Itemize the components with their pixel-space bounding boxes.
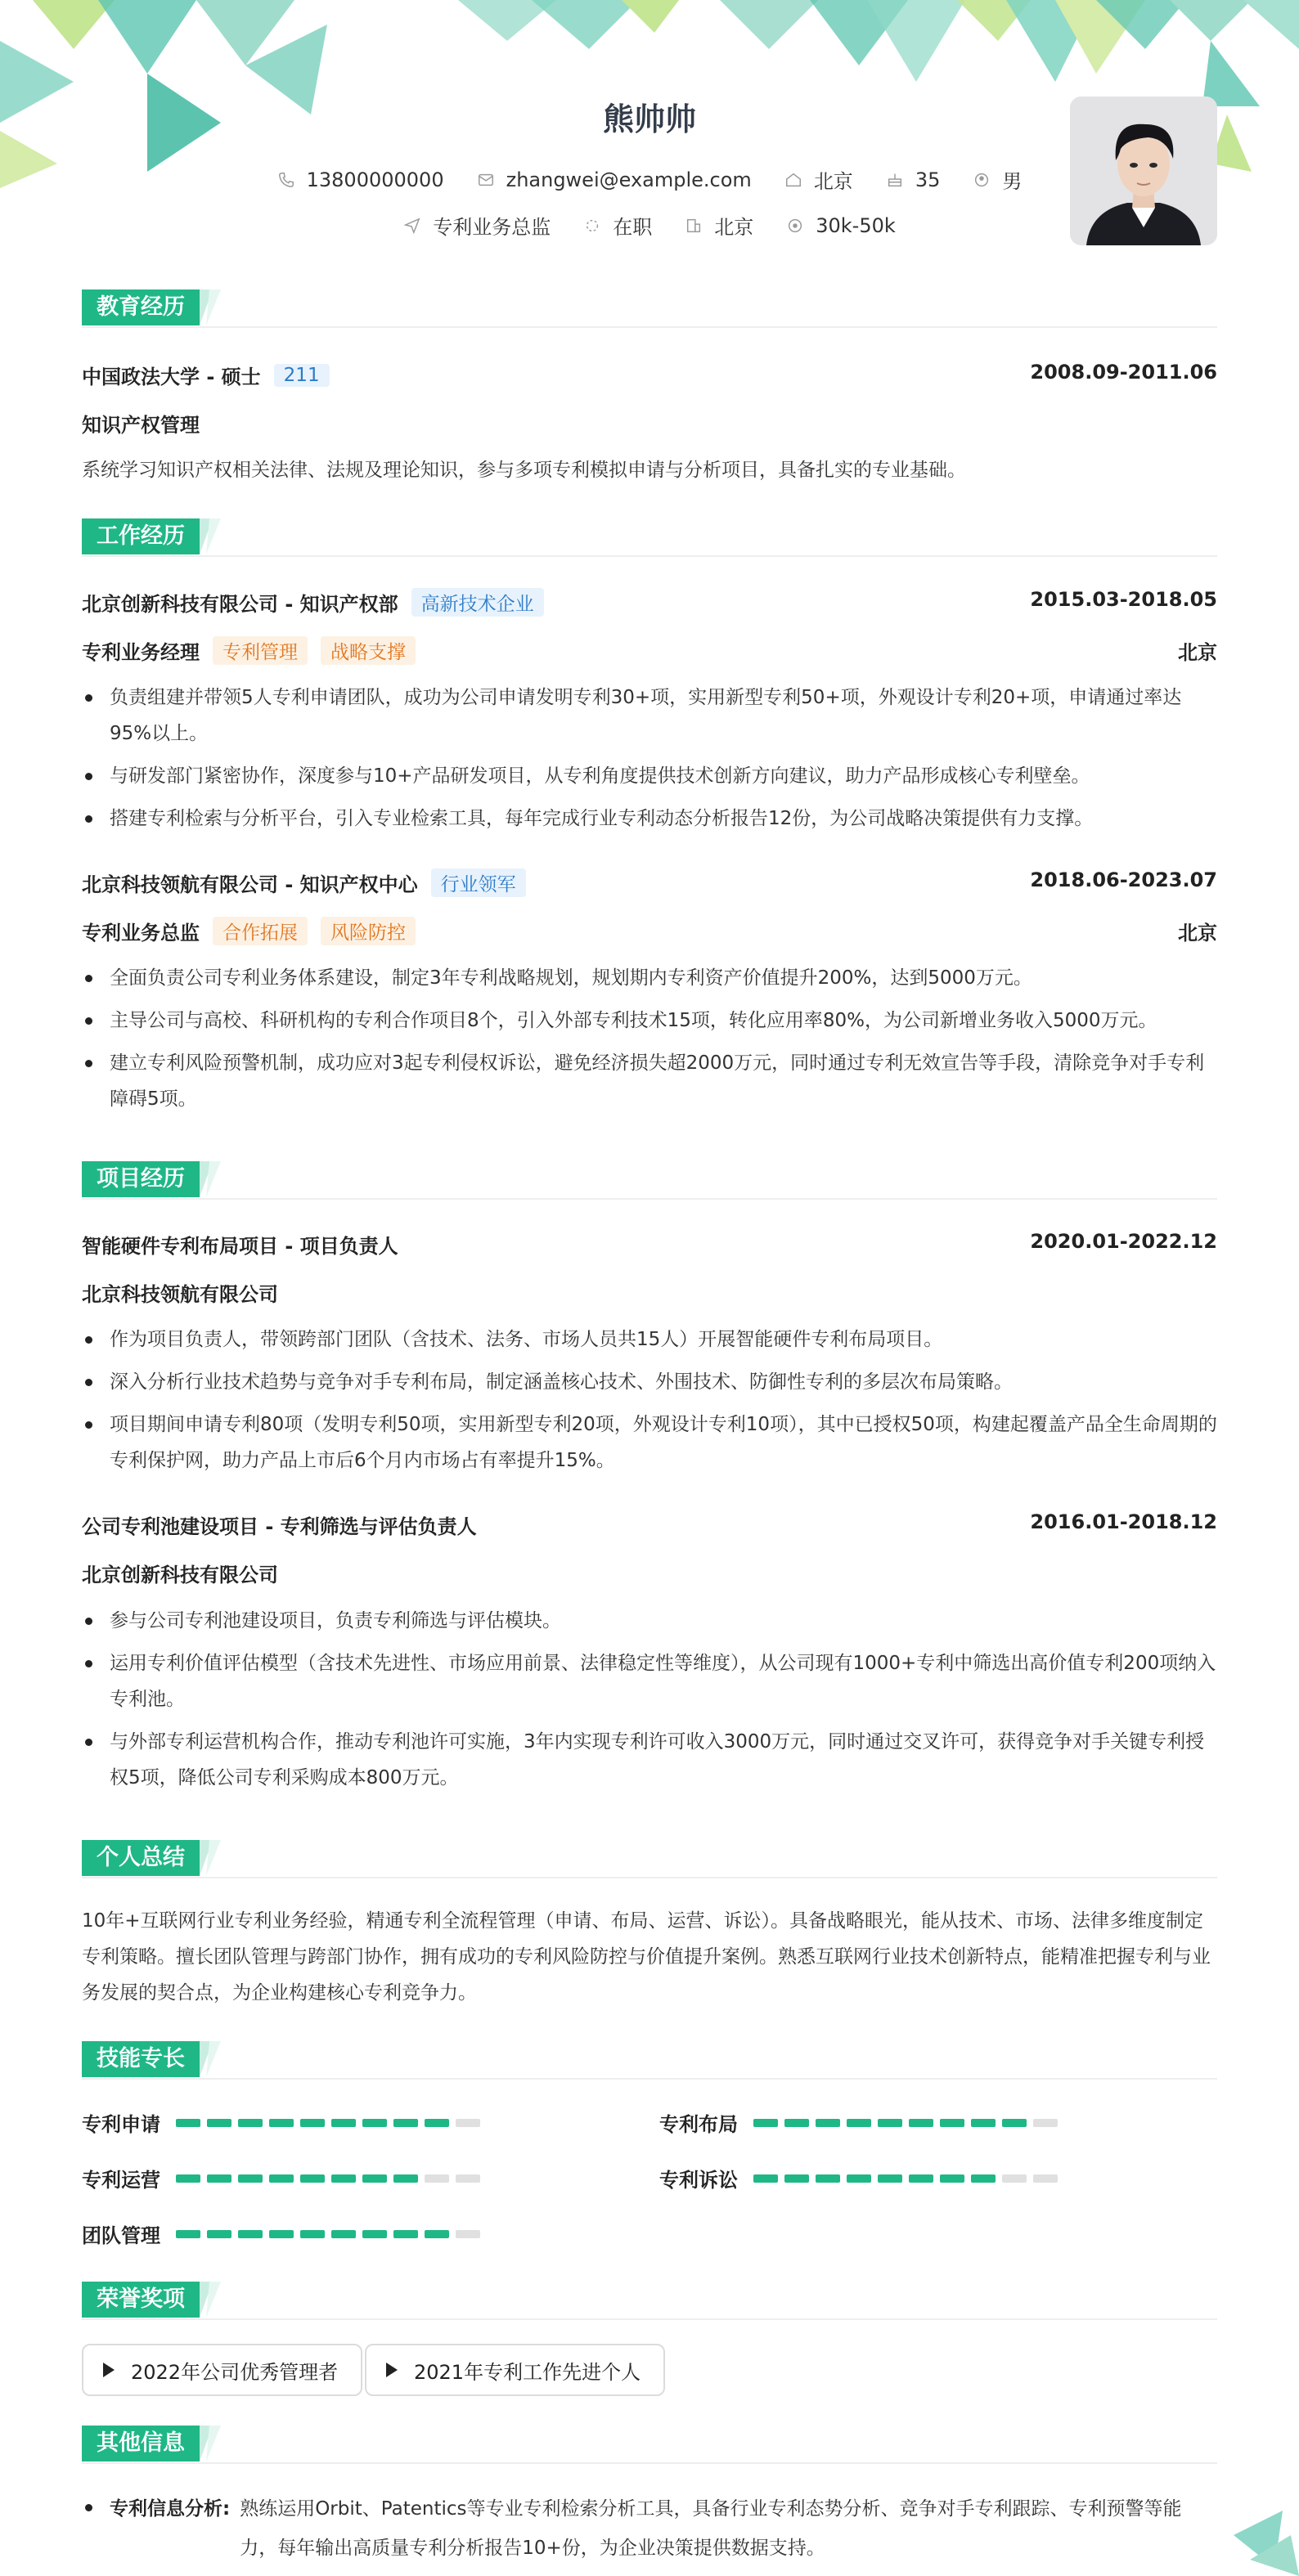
salary-text: 30k-50k — [816, 213, 896, 237]
school-badge: 211 — [274, 364, 330, 387]
cake-icon — [886, 171, 904, 189]
school-name: 中国政法大学 - 硕士 — [82, 366, 261, 388]
skill-segment — [1033, 2174, 1058, 2183]
skill-segment — [878, 2119, 902, 2127]
section-title: 荣誉奖项 — [82, 2282, 200, 2318]
section-education — [82, 289, 1217, 325]
major: 知识产权管理 — [82, 414, 200, 437]
skill-segment — [425, 2230, 449, 2238]
education-desc: 系统学习知识产权相关法律、法规及理论知识，参与多项专利模拟申请与分析项目，具备扎实的专业基础。 — [82, 460, 966, 481]
skill-segment — [207, 2119, 231, 2127]
company-name: 北京创新科技有限公司 - 知识产权部 — [82, 593, 398, 616]
section-divider — [82, 326, 1217, 328]
skill-segment — [269, 2230, 294, 2238]
project-name: 公司专利池建设项目 - 专利筛选与评估负责人 — [82, 1515, 477, 1538]
section-title: 工作经历 — [82, 518, 200, 554]
skill-segment — [238, 2119, 263, 2127]
portrait-image — [1070, 96, 1217, 245]
skill-segment — [331, 2174, 356, 2183]
skill-item — [659, 2164, 1064, 2192]
award-text: 2022年公司优秀管理者 — [131, 2360, 339, 2384]
skill-segment — [331, 2119, 356, 2127]
skill-segment — [1002, 2119, 1027, 2127]
skill-segment — [456, 2230, 480, 2238]
skill-bar — [176, 2230, 487, 2238]
job-bullets — [82, 680, 1217, 843]
section-divider — [82, 1198, 1217, 1200]
skill-name: 专利布局 — [659, 2113, 738, 2136]
job-location: 北京 — [1178, 922, 1217, 945]
list-item: 与研发部门紧密协作，深度参与10+产品研发项目，从专利角度提供技术创新方向建议，助力产品形成核心专利壁垒。 — [82, 758, 1217, 794]
list-item: 搭建专利检索与分析平台，引入专业检索工具，每年完成行业专利动态分析报告12份，为公司战略决策提供有力支撑。 — [82, 801, 1217, 837]
other-list — [82, 2489, 1217, 2574]
list-item: 与外部专利运营机构合作，推动专利池许可实施，3年内实现专利许可收入3000万元，同时通过交叉许可，获得竞争对手关键专利授权5项，降低公司专利采购成本800万元。 — [82, 1724, 1217, 1796]
skill-segment — [816, 2174, 840, 2183]
city-item — [784, 165, 853, 194]
loading-icon — [583, 217, 601, 235]
skill-segment — [269, 2119, 294, 2127]
skill-segment — [816, 2119, 840, 2127]
skill-bar — [176, 2174, 487, 2183]
skill-name: 专利运营 — [82, 2169, 160, 2192]
home-icon — [784, 171, 802, 189]
user-icon — [973, 171, 991, 189]
list-item: 全面负责公司专利业务体系建设，制定3年专利战略规划，规划期内专利资产价值提升200%，达到5000万元。 — [82, 960, 1217, 996]
section-tail-decoration — [200, 518, 224, 554]
list-item — [82, 2489, 1217, 2568]
job-tag: 合作拓展 — [213, 917, 308, 945]
skill-segment — [300, 2119, 325, 2127]
company-name: 北京科技领航有限公司 - 知识产权中心 — [82, 873, 418, 896]
status-item — [583, 211, 652, 240]
project-name: 智能硬件专利布局项目 - 项目负责人 — [82, 1235, 398, 1258]
skill-item — [82, 2219, 487, 2248]
skill-segment — [971, 2174, 996, 2183]
skill-segment — [425, 2174, 449, 2183]
skill-name: 专利诉讼 — [659, 2169, 738, 2192]
skill-segment — [753, 2119, 778, 2127]
skill-segment — [456, 2174, 480, 2183]
skill-segment — [909, 2174, 933, 2183]
section-title: 技能专长 — [82, 2041, 200, 2077]
skill-bar — [753, 2119, 1064, 2127]
section-tail-decoration — [200, 2041, 224, 2077]
email-text: zhangwei@example.com — [506, 168, 752, 191]
skill-segment — [940, 2119, 964, 2127]
skill-segment — [176, 2230, 200, 2238]
skill-segment — [207, 2174, 231, 2183]
award-text: 2021年专利工作先进个人 — [414, 2360, 641, 2384]
skill-segment — [176, 2174, 200, 2183]
section-divider — [82, 2078, 1217, 2080]
project-dates: 2020.01-2022.12 — [1030, 1230, 1217, 1253]
list-item: 主导公司与高校、科研机构的专利合作项目8个，引入外部专利技术15项，转化应用率80%，为公司新增业务收入5000万元。 — [82, 1003, 1217, 1039]
section-title: 项目经历 — [82, 1161, 200, 1197]
skill-segment — [331, 2230, 356, 2238]
position-item — [403, 211, 551, 240]
target-city-text: 北京 — [714, 216, 754, 239]
mail-icon — [477, 171, 495, 189]
section-other — [82, 2426, 1217, 2462]
contact-row — [82, 165, 1217, 194]
skill-name: 专利申请 — [82, 2113, 160, 2136]
job-title: 专利业务经理 — [82, 641, 200, 664]
section-title: 个人总结 — [82, 1840, 200, 1876]
email-item — [477, 168, 752, 191]
skill-segment — [940, 2174, 964, 2183]
skill-bar — [753, 2174, 1064, 2183]
skill-bar — [176, 2119, 487, 2127]
skill-segment — [362, 2174, 387, 2183]
section-tail-decoration — [200, 2282, 224, 2318]
section-summary — [82, 1840, 1217, 1876]
summary-text: 10年+互联网行业专利业务经验，精通专利全流程管理（申请、布局、运营、诉讼）。具备战略眼光，能从技术、市场、法律多维度制定专利策略。擅长团队管理与跨部门协作，拥有成功的专利风险防控与价值提升案例。熟悉互联网行业技术创新特点，能精准把握专利与业务发展的契合点，为企业构建核心专利竞争力。 — [82, 1910, 1211, 2004]
skill-segment — [1002, 2174, 1027, 2183]
job-location: 北京 — [1178, 641, 1217, 664]
send-icon — [403, 217, 421, 235]
target-city-item — [685, 211, 753, 240]
phone-text: 13800000000 — [306, 168, 444, 191]
company-badge: 高新技术企业 — [411, 588, 544, 617]
skill-segment — [1033, 2119, 1058, 2127]
skill-segment — [269, 2174, 294, 2183]
other-key: 专利信息分析: — [110, 2498, 231, 2520]
skill-segment — [393, 2230, 418, 2238]
project-bullets — [82, 1603, 1217, 1802]
project-company: 北京创新科技有限公司 — [82, 1564, 278, 1586]
city-text: 北京 — [813, 170, 853, 193]
skill-segment — [456, 2119, 480, 2127]
skill-segment — [238, 2174, 263, 2183]
skill-segment — [909, 2119, 933, 2127]
other-value: 熟练运用Orbit、Patentics等专业专利检索分析工具，具备行业专利态势分析、竞争对手专利跟踪、专利预警等能力，每年输出高质量专利分析报告10+份，为企业决策提供数据支持。 — [240, 2498, 1182, 2559]
section-title: 教育经历 — [82, 289, 200, 325]
section-title: 其他信息 — [82, 2426, 200, 2462]
skill-item — [82, 2108, 487, 2137]
award-chip — [365, 2344, 665, 2396]
company-badge: 行业领军 — [431, 868, 526, 897]
skill-segment — [176, 2119, 200, 2127]
gender-text: 男 — [1002, 170, 1023, 193]
skill-segment — [393, 2119, 418, 2127]
list-item: 作为项目负责人，带领跨部门团队（含技术、法务、市场人员共15人）开展智能硬件专利布局项目。 — [82, 1322, 1217, 1358]
project-bullets — [82, 1322, 1217, 1485]
candidate-name: 熊帅帅 — [602, 101, 696, 137]
position-text: 专利业务总监 — [433, 216, 551, 239]
building-icon — [685, 217, 703, 235]
list-item: 参与公司专利池建设项目，负责专利筛选与评估模块。 — [82, 1603, 1217, 1639]
section-divider — [82, 555, 1217, 557]
skill-segment — [362, 2119, 387, 2127]
job-tag: 战略支撑 — [321, 636, 416, 665]
job-bullets — [82, 960, 1217, 1124]
skill-segment — [784, 2119, 809, 2127]
job-title: 专利业务总监 — [82, 922, 200, 945]
skill-segment — [238, 2230, 263, 2238]
job-dates: 2018.06-2023.07 — [1030, 868, 1217, 891]
skill-name: 团队管理 — [82, 2224, 160, 2247]
skill-segment — [300, 2174, 325, 2183]
skill-segment — [425, 2119, 449, 2127]
skill-segment — [207, 2230, 231, 2238]
section-tail-decoration — [200, 289, 224, 325]
section-awards — [82, 2282, 1217, 2318]
skill-segment — [753, 2174, 778, 2183]
skill-segment — [300, 2230, 325, 2238]
list-item: 运用专利价值评估模型（含技术先进性、市场应用前景、法律稳定性等维度），从公司现有1000+专利中筛选出高价值专利200项纳入专利池。 — [82, 1645, 1217, 1717]
skill-segment — [878, 2174, 902, 2183]
list-item: 项目期间申请专利80项（发明专利50项，实用新型专利20项，外观设计专利10项），其中已授权50项，构建起覆盖产品全生命周期的专利保护网，助力产品上市后6个月内市场占有率提升15%。 — [82, 1407, 1217, 1479]
section-work — [82, 518, 1217, 554]
salary-item — [786, 214, 896, 237]
section-tail-decoration — [200, 2426, 224, 2462]
age-text: 35 — [915, 168, 941, 191]
project-company: 北京科技领航有限公司 — [82, 1283, 278, 1306]
status-text: 在职 — [613, 216, 653, 239]
list-item: 建立专利风险预警机制，成功应对3起专利侵权诉讼，避免经济损失超2000万元，同时通过专利无效宣告等手段，清除竞争对手专利障碍5项。 — [82, 1045, 1217, 1117]
skill-segment — [847, 2174, 871, 2183]
phone-item — [277, 168, 444, 191]
skill-item — [659, 2108, 1064, 2137]
section-divider — [82, 1877, 1217, 1878]
section-divider — [82, 2318, 1217, 2320]
skill-segment — [393, 2174, 418, 2183]
skill-segment — [362, 2230, 387, 2238]
phone-icon — [277, 171, 295, 189]
job-tag: 风险防控 — [321, 917, 416, 945]
list-item: 深入分析行业技术趋势与竞争对手专利布局，制定涵盖核心技术、外围技术、防御性专利的多层次布局策略。 — [82, 1364, 1217, 1400]
skill-item — [82, 2164, 487, 2192]
skill-segment — [784, 2174, 809, 2183]
avatar-photo — [1070, 96, 1217, 245]
skill-segment — [847, 2119, 871, 2127]
play-icon — [386, 2363, 398, 2377]
list-item: 负责组建并带领5人专利申请团队，成功为公司申请发明专利30+项，实用新型专利50+项，外观设计专利20+项，申请通过率达95%以上。 — [82, 680, 1217, 752]
section-projects — [82, 1161, 1217, 1197]
section-tail-decoration — [200, 1840, 224, 1876]
job-intent-row — [82, 211, 1217, 240]
section-tail-decoration — [200, 1161, 224, 1197]
skill-segment — [971, 2119, 996, 2127]
age-item — [886, 168, 941, 191]
job-tag: 专利管理 — [213, 636, 308, 665]
job-dates: 2015.03-2018.05 — [1030, 588, 1217, 611]
project-dates: 2016.01-2018.12 — [1030, 1510, 1217, 1533]
award-chip — [82, 2344, 362, 2396]
coin-icon — [786, 217, 804, 235]
section-skills — [82, 2041, 1217, 2077]
play-icon — [103, 2363, 115, 2377]
gender-item — [973, 165, 1022, 194]
education-dates: 2008.09-2011.06 — [1030, 361, 1217, 384]
section-divider — [82, 2462, 1217, 2464]
